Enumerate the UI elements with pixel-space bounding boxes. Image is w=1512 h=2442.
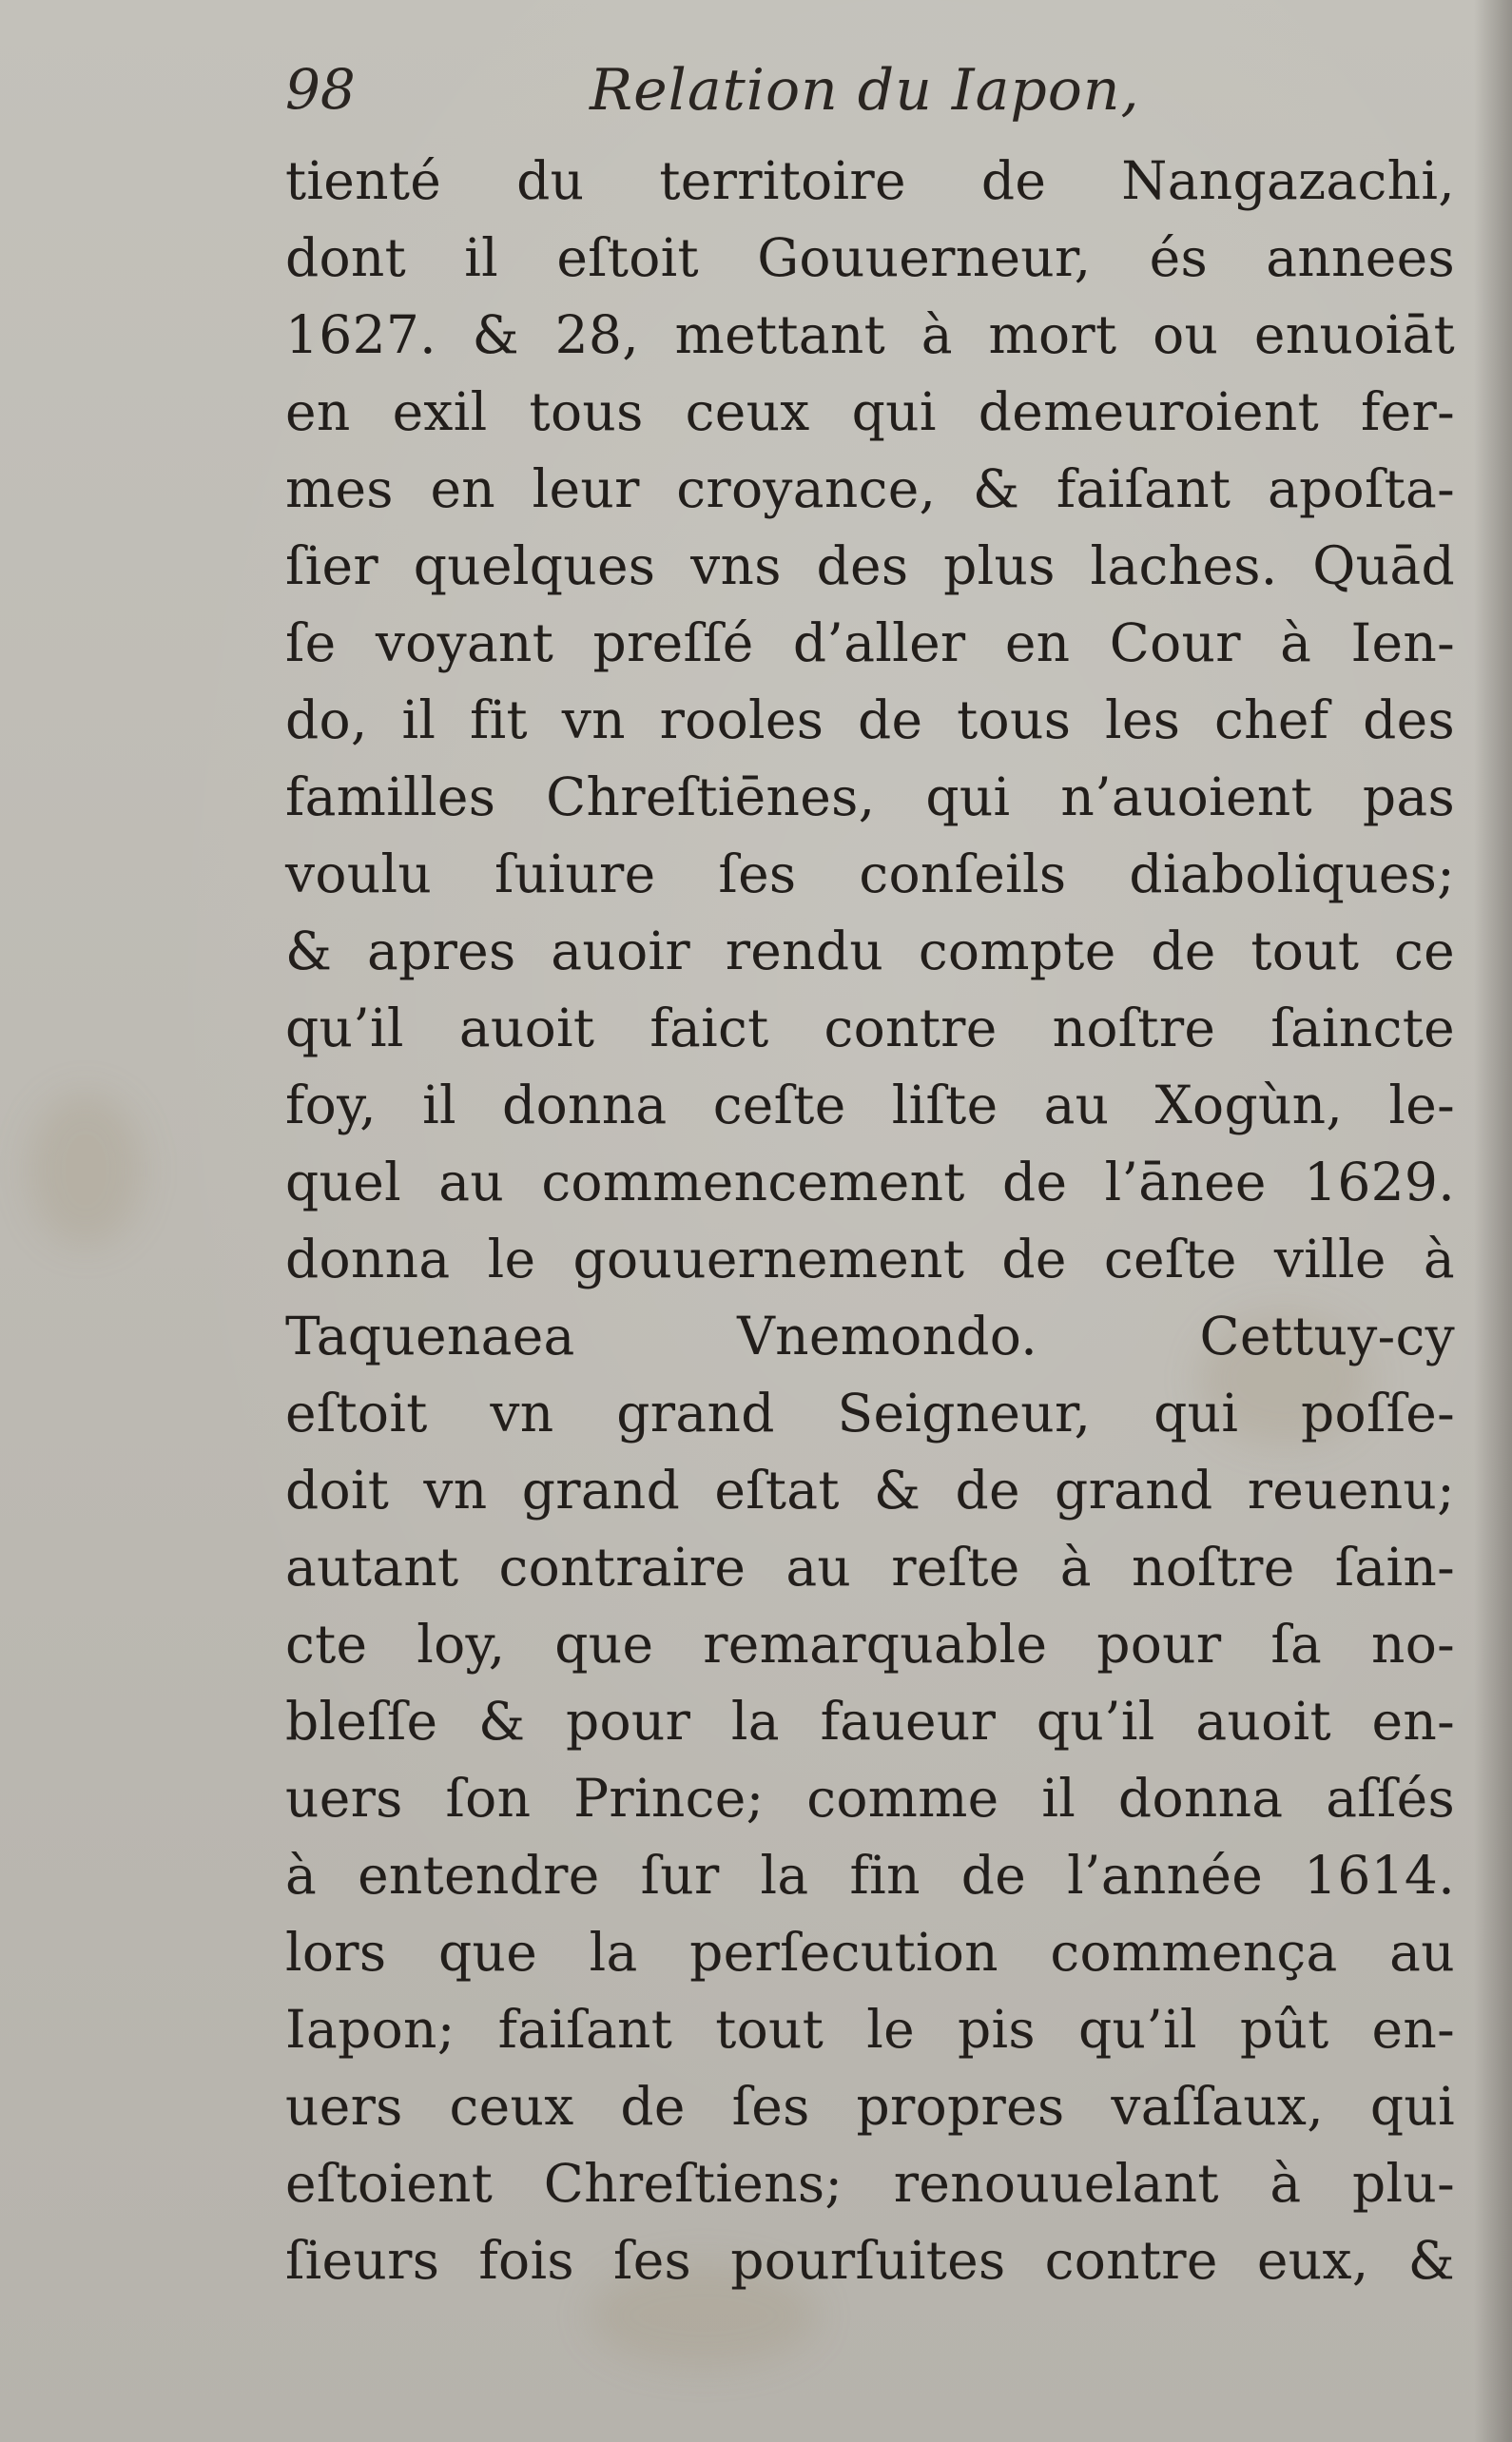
text-line: & apres auoir rendu compte de tout ce	[285, 921, 1455, 981]
body-text	[285, 143, 1455, 2299]
text-line: qu’il auoit faict contre noſtre ſaincte	[285, 998, 1455, 1058]
text-line: uers ceux de ſes propres vaſſaux, qui	[285, 2076, 1455, 2137]
text-line: eſtoit vn grand Seigneur, qui poſſe-	[285, 1383, 1455, 1444]
text-line: foy, il donna ceſte liſte au Xogùn, le-	[285, 1075, 1455, 1135]
text-line: ſieurs fois ſes pourſuites contre eux, &	[285, 2230, 1455, 2291]
page-header	[285, 57, 1141, 133]
text-line: voulu ſuiure ſes conſeils diaboliques;	[285, 843, 1455, 904]
text-line: mes en leur croyance, & faiſant apoſta-	[285, 458, 1455, 519]
text-line: do, il fit vn rooles de tous les chef des	[285, 689, 1455, 750]
text-line: autant contraire au reſte à noſtre ſain-	[285, 1537, 1455, 1598]
text-line: en exil tous ceux qui demeuroient fer-	[285, 381, 1455, 442]
page-gutter-shadow	[1474, 0, 1512, 2442]
text-line: ſe voyant preſſé d’aller en Cour à Ien-	[285, 612, 1455, 673]
text-line: tienté du territoire de Nangazachi,	[285, 150, 1455, 211]
text-line: bleſſe & pour la faueur qu’il auoit en-	[285, 1691, 1455, 1752]
text-line: doit vn grand eſtat & de grand reuenu;	[285, 1460, 1455, 1521]
text-line: 1627. & 28, mettant à mort ou enuoiāt	[285, 304, 1455, 365]
text-line: cte loy, que remarquable pour ſa no-	[285, 1614, 1455, 1675]
text-line: uers ſon Prince; comme il donna aſſés	[285, 1768, 1455, 1829]
text-line: quel au commencement de l’ānee 1629.	[285, 1152, 1455, 1212]
text-line: ſier quelques vns des plus laches. Quād	[285, 535, 1455, 596]
page-number: 98	[285, 57, 356, 122]
text-line: donna le gouuernement de ceſte ville à	[285, 1229, 1455, 1289]
running-head: Relation du Iapon,	[590, 57, 1140, 124]
text-line: Taquenaea Vnemondo. Cettuy-cy	[285, 1306, 1455, 1366]
text-line: lors que la perſecution commença au	[285, 1922, 1455, 1983]
text-line: familles Chreſtiēnes, qui n’auoient pas	[285, 766, 1455, 827]
text-line: à entendre ſur la fin de l’année 1614.	[285, 1845, 1455, 1906]
text-line: eſtoient Chreſtiens; renouuelant à plu-	[285, 2153, 1455, 2214]
text-line: dont il eſtoit Gouuerneur, és annees	[285, 227, 1455, 288]
paper-stain	[29, 1094, 143, 1246]
text-line: Iapon; faiſant tout le pis qu’il pût en-	[285, 1999, 1455, 2060]
